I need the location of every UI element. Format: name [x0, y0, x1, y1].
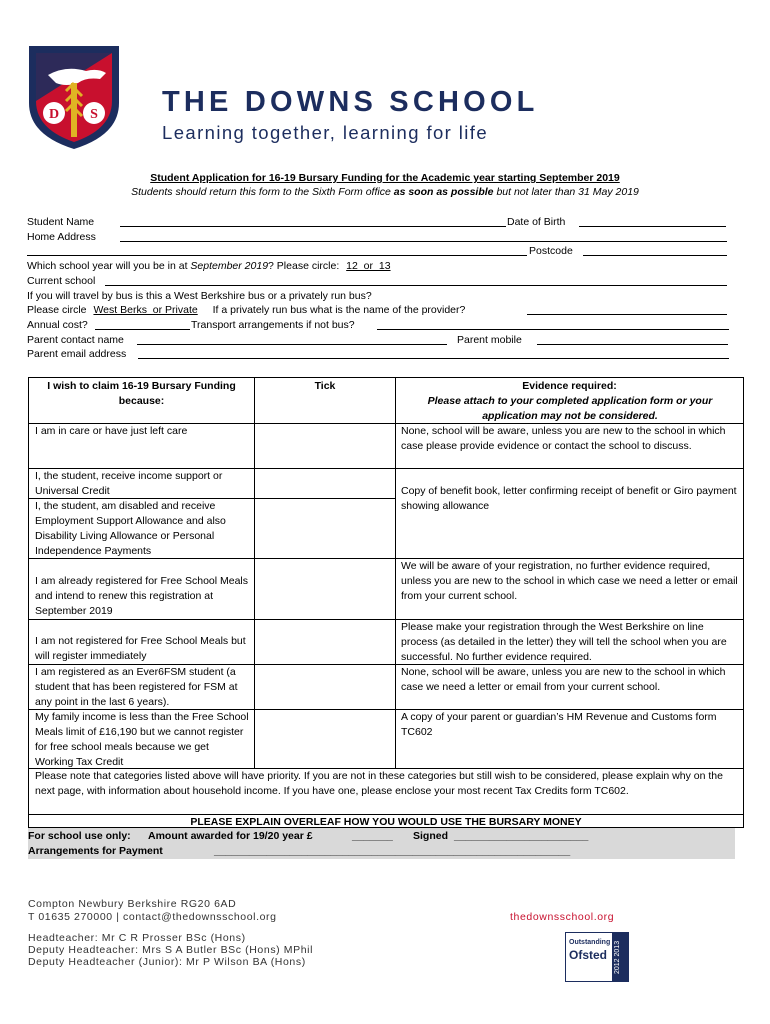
- footer-contact[interactable]: T 01635 270000 | contact@thedownsschool.org: [28, 911, 277, 923]
- parent-contact-row: [27, 333, 522, 347]
- bus-options[interactable]: West Berks or Private: [93, 304, 198, 316]
- tick-cell-5[interactable]: [255, 620, 395, 664]
- school-year-question-end: ? Please circle:: [268, 260, 340, 272]
- crest-letter-d: D: [48, 107, 60, 122]
- col-subheader-evidence: Please attach to your completed application form or your application may not be considered.: [427, 395, 713, 422]
- please-circle-label: Please circle: [27, 304, 87, 316]
- parent-email-field[interactable]: [138, 348, 729, 359]
- date-of-birth-field[interactable]: [579, 216, 726, 227]
- reason-row-2: I, the student, receive income support or Universal Credit: [35, 470, 223, 497]
- address-line-2-field[interactable]: [27, 245, 527, 256]
- bursary-table: [28, 377, 744, 828]
- annual-cost-field[interactable]: [95, 319, 190, 330]
- signed-label: Signed: [413, 830, 449, 842]
- student-name-row: [27, 215, 566, 229]
- ofsted-badge: [565, 932, 629, 982]
- transport-label: Transport arrangements if not bus?: [191, 319, 355, 331]
- office-use-panel: [28, 828, 735, 859]
- evidence-row-5: None, school will be aware, unless you are new to the school in which case we need a letter or email from your current school.: [401, 666, 726, 693]
- cost-row: [27, 318, 355, 332]
- school-name: THE DOWNS SCHOOL: [162, 86, 539, 118]
- ofsted-sub-label: Outstanding: [569, 939, 611, 946]
- provider-field[interactable]: [527, 304, 727, 315]
- col-header-evidence: Evidence required:: [522, 380, 617, 392]
- col-header-tick: Tick: [314, 380, 336, 392]
- tick-cell-1[interactable]: [255, 424, 395, 468]
- postcode-label: Postcode: [529, 245, 573, 257]
- footer-deputy-head: Deputy Headteacher: Mrs S A Butler BSc (Hons) MPhil: [28, 944, 314, 956]
- reason-row-3: I, the student, am disabled and receive Employment Support Allowance and also Disability Living Allowance or Personal Independence Payments: [35, 500, 226, 557]
- school-year-question: Which school year will you be in at: [27, 260, 191, 272]
- reason-row-1: I am in care or have just left care: [35, 425, 188, 437]
- parent-email-row: [27, 347, 126, 361]
- evidence-row-4: Please make your registration through the West Berkshire on line process (as detailed in the letter) they will tell the school when you are successful. No further evidence required.: [401, 621, 727, 663]
- tick-cell-6[interactable]: [255, 665, 395, 709]
- school-tagline: Learning together, learning for life: [162, 122, 489, 143]
- tick-cell-3[interactable]: [255, 499, 395, 558]
- annual-cost-label: Annual cost?: [27, 319, 88, 331]
- student-name-field[interactable]: [120, 216, 506, 227]
- tick-cell-7[interactable]: [255, 710, 395, 768]
- current-school-row: [27, 274, 95, 288]
- current-school-label: Current school: [27, 275, 96, 287]
- reason-row-7: My family income is less than the Free School Meals limit of £16,190 but we cannot register for free school meals because we get Working Tax Credit: [35, 711, 249, 768]
- amount-awarded-field[interactable]: _______: [352, 830, 393, 842]
- evidence-row-6: A copy of your parent or guardian’s HM Revenue and Customs form TC602: [401, 711, 717, 738]
- priority-note: Please note that categories listed above will have priority. If you are not in these categories but still wish to be considered, please explain why on the next page, with information about household income. If you have one, please enclose your most recent Tax Credits form TC602.: [35, 770, 723, 797]
- footer-address: Compton Newbury Berkshire RG20 6AD: [28, 898, 237, 910]
- transport-field[interactable]: [377, 319, 729, 330]
- current-school-field[interactable]: [105, 275, 727, 286]
- arrangements-label: Arrangements for Payment: [28, 845, 163, 857]
- col-header-reason: I wish to claim 16-19 Bursary Funding because:: [47, 380, 236, 407]
- document-subtitle: Students should return this form to the Sixth Form office as soon as possible but not later than 31 May 2019: [131, 186, 639, 198]
- evidence-row-1: None, school will be aware, unless you are new to the school in which case please provide evidence or contact the school to discuss.: [401, 425, 726, 452]
- home-address-field[interactable]: [120, 231, 727, 242]
- amount-awarded-label: Amount awarded for 19/20 year £: [148, 830, 313, 842]
- bus-question: If you will travel by bus is this a West Berkshire bus or a privately run bus?: [27, 290, 372, 302]
- parent-email-label: Parent email address: [27, 348, 127, 360]
- footer-headteacher: Headteacher: Mr C R Prosser BSc (Hons): [28, 932, 246, 944]
- reason-row-5: I am not registered for Free School Meals but will register immediately: [35, 635, 246, 662]
- school-year-options[interactable]: 12 or 13: [346, 260, 391, 272]
- explain-overleaf: PLEASE EXPLAIN OVERLEAF HOW YOU WOULD USE THE BURSARY MONEY: [190, 816, 582, 828]
- document-title: Student Application for 16-19 Bursary Funding for the Academic year starting September 2019: [150, 172, 620, 184]
- evidence-row-3: We will be aware of your registration, no further evidence required, unless you are new to the school in which case we need a letter or email from your current school.: [401, 560, 738, 602]
- evidence-row-2: Copy of benefit book, letter confirming receipt of benefit or Giro payment showing allowance: [401, 485, 737, 512]
- reason-row-4: I am already registered for Free School Meals and intend to renew this registration at September 2019: [35, 575, 249, 617]
- reason-row-6: I am registered as an Ever6FSM student (a student that has been registered for FSM at any point in the last 6 years).: [35, 666, 238, 708]
- school-crest: [26, 43, 122, 151]
- parent-contact-field[interactable]: [137, 334, 447, 345]
- parent-mobile-field[interactable]: [537, 334, 728, 345]
- footer-website-link[interactable]: thedownsschool.org: [510, 911, 615, 923]
- provider-question: If a privately run bus what is the name of the provider?: [212, 304, 466, 316]
- footer-deputy-head-junior: Deputy Headteacher (Junior): Mr P Wilson BA (Hons): [28, 956, 306, 968]
- ofsted-label: Ofsted: [569, 948, 608, 962]
- office-use-label: For school use only:: [28, 830, 131, 842]
- crest-letter-s: S: [90, 107, 98, 122]
- bus-options-row: [27, 303, 465, 317]
- tick-cell-2[interactable]: [255, 469, 395, 498]
- signed-field[interactable]: _______________________: [454, 830, 589, 842]
- home-address-row: [27, 230, 96, 244]
- ofsted-years: 2012 2013: [614, 940, 621, 974]
- home-address-label: Home Address: [27, 231, 96, 243]
- school-year-date: September 2019: [190, 260, 269, 272]
- date-of-birth-label: Date of Birth: [507, 216, 566, 228]
- student-name-label: Student Name: [27, 216, 95, 228]
- tick-cell-4[interactable]: [255, 559, 395, 619]
- arrangements-field[interactable]: _____________________________________________________________: [214, 845, 571, 857]
- parent-mobile-label: Parent mobile: [457, 334, 522, 346]
- postcode-field[interactable]: [583, 245, 727, 256]
- parent-contact-label: Parent contact name: [27, 334, 124, 346]
- school-year-row: [27, 259, 391, 273]
